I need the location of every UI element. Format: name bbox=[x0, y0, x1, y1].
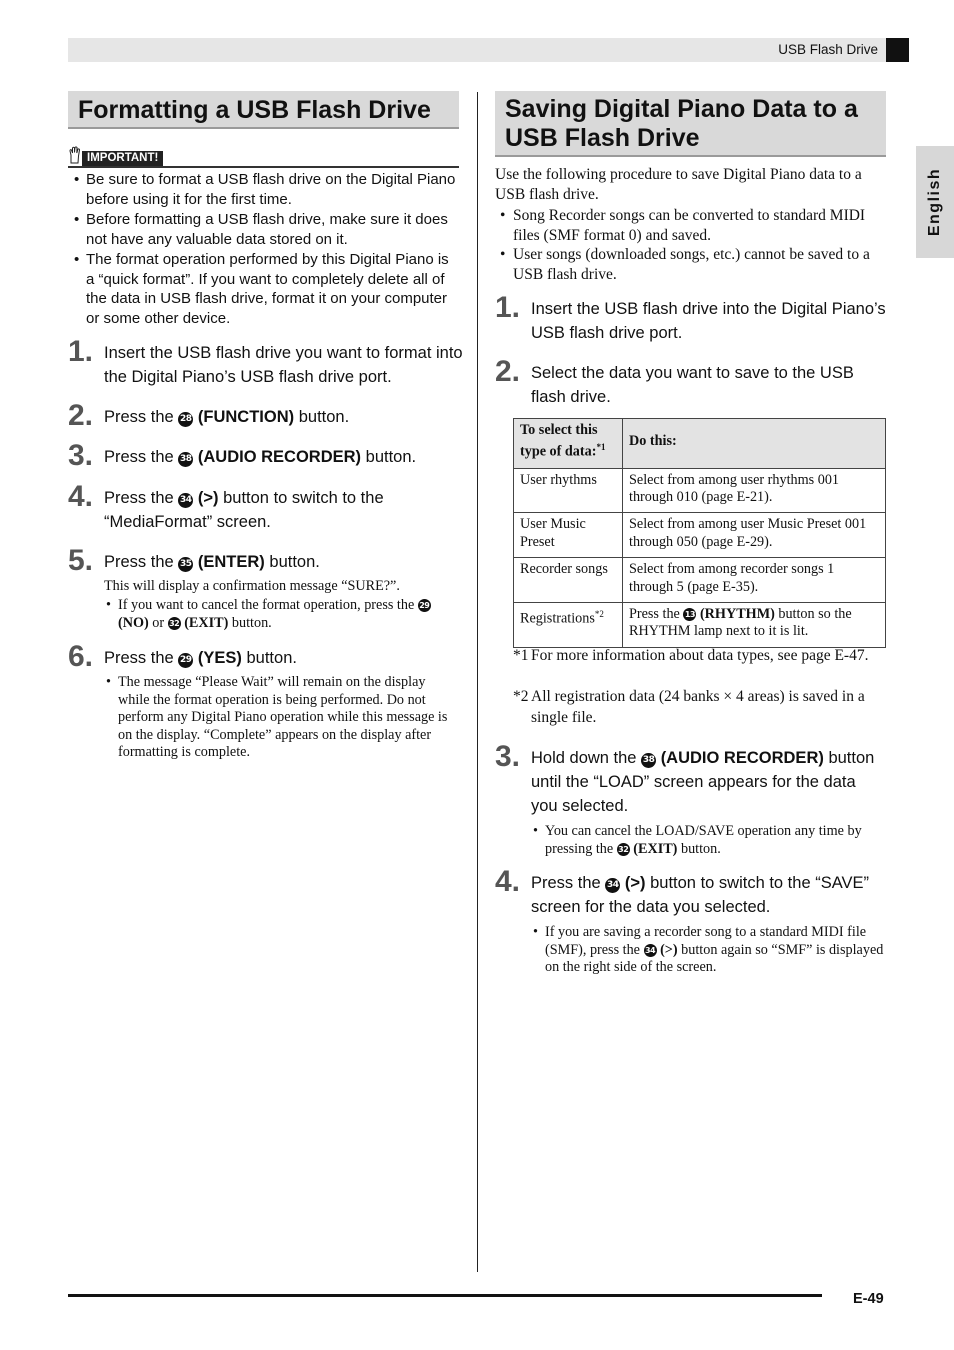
next-button-icon: 34 bbox=[605, 878, 620, 893]
important-item: • The format operation performed by this Digital Piano is a “quick format”. If you want to completely delete all of the data in USB flash drive, format it on your computer or some other device. bbox=[74, 251, 449, 327]
step-text: Press the 34 (>) button to switch to the “SAVE” screen for the data you selected. bbox=[531, 874, 869, 916]
step-number: 5. bbox=[68, 544, 94, 577]
column-divider bbox=[477, 92, 478, 1272]
table-header-row bbox=[514, 419, 886, 469]
step-text: Insert the USB flash drive into the Digital Piano’s USB flash drive port. bbox=[531, 300, 886, 342]
table-cell: Select from among user Music Preset 001 through 050 (page E-29). bbox=[623, 513, 886, 558]
header-black-block bbox=[886, 38, 909, 62]
data-type-table bbox=[513, 418, 886, 648]
intro-bullet: • Song Recorder songs can be converted to standard MIDI files (SMF format 0) and saved. bbox=[500, 207, 866, 244]
next-button-icon: 34 bbox=[644, 945, 656, 955]
table-cell: User Music Preset bbox=[514, 513, 623, 558]
important-label: IMPORTANT! bbox=[82, 151, 163, 166]
section-title-formatting: Formatting a USB Flash Drive bbox=[68, 91, 459, 129]
step-sub-bullet: • If you want to cancel the format operation, press the 29 (NO) or 32 (EXIT) button. bbox=[106, 597, 430, 631]
section-title-saving: Saving Digital Piano Data to a USB Flash Drive bbox=[495, 91, 886, 157]
page-number: E-49 bbox=[853, 1291, 884, 1307]
table-cell: Select from among recorder songs 1 through 5 (page E-35). bbox=[623, 558, 886, 603]
step-note: This will display a confirmation message “SURE?”. bbox=[104, 578, 400, 594]
step-sub-bullet: • You can cancel the LOAD/SAVE operation any time by pressing the 32 (EXIT) button. bbox=[533, 823, 862, 857]
function-button-icon: 28 bbox=[178, 412, 193, 427]
table-row bbox=[514, 513, 886, 558]
table-cell: Press the 13 (RHYTHM) button so the RHYTHM lamp next to it is lit. bbox=[623, 602, 886, 647]
step-number: 1. bbox=[68, 335, 94, 368]
table-row bbox=[514, 602, 886, 647]
table-cell: Registrations$^{*2}$ bbox=[514, 602, 623, 647]
step-text: Press the 34 (>) button to switch to the “MediaFormat” screen. bbox=[104, 489, 384, 531]
header-bar bbox=[68, 38, 886, 62]
step-number: 4. bbox=[68, 480, 94, 513]
rhythm-button-icon: 13 bbox=[684, 609, 695, 619]
step-number: 4. bbox=[495, 865, 521, 898]
language-label: English bbox=[926, 167, 943, 237]
important-banner bbox=[68, 146, 459, 168]
header-section-title: USB Flash Drive bbox=[778, 42, 878, 57]
language-side-tab bbox=[916, 146, 954, 258]
step-text: Hold down the 38 (AUDIO RECORDER) button until the “LOAD” screen appears for the data you selected. bbox=[531, 749, 875, 815]
step-number: 6. bbox=[68, 640, 94, 673]
footnote: *2 All registration data (24 banks × 4 areas) is saved in a single file. bbox=[513, 688, 865, 726]
no-button-icon: 29 bbox=[419, 601, 430, 610]
table-header-cell: To select this type of data:$^{*1}$ bbox=[514, 419, 623, 469]
table-header-cell: Do this: bbox=[623, 419, 886, 469]
footnote: *1 For more information about data types, see page E-47. bbox=[513, 647, 869, 664]
step-sub-bullet: • If you are saving a recorder song to a standard MIDI file (SMF), press the 34 (>) button again so “SMF” is displayed on the right side of the screen. bbox=[533, 924, 884, 976]
table-row bbox=[514, 558, 886, 603]
table-row bbox=[514, 468, 886, 513]
important-item: • Before formatting a USB flash drive, make sure it does not have any valuable data stored on it. bbox=[74, 211, 448, 248]
audio-recorder-button-icon: 38 bbox=[178, 452, 193, 467]
audio-recorder-button-icon: 38 bbox=[641, 753, 656, 768]
step-text: Press the 28 (FUNCTION) button. bbox=[104, 408, 350, 426]
step-text: Press the 38 (AUDIO RECORDER) button. bbox=[104, 448, 417, 466]
step-text: Insert the USB flash drive you want to format into the Digital Piano’s USB flash drive port. bbox=[104, 344, 463, 386]
table-cell: Recorder songs bbox=[514, 558, 623, 603]
intro-text: Use the following procedure to save Digital Piano data to a USB flash drive. bbox=[495, 166, 862, 203]
step-number: 1. bbox=[495, 291, 521, 324]
yes-button-icon: 29 bbox=[178, 653, 193, 668]
footer-rule bbox=[68, 1294, 822, 1297]
intro-bullet: • User songs (downloaded songs, etc.) cannot be saved to a USB flash drive. bbox=[500, 246, 870, 283]
table-cell: User rhythms bbox=[514, 468, 623, 513]
step-number: 3. bbox=[68, 439, 94, 472]
important-item: • Be sure to format a USB flash drive on the Digital Piano before using it for the first time. bbox=[74, 171, 456, 208]
step-text: Press the 29 (YES) button. bbox=[104, 649, 297, 667]
exit-button-icon: 32 bbox=[169, 618, 180, 628]
step-number: 2. bbox=[495, 355, 521, 388]
step-sub-bullet: • The message “Please Wait” will remain on the display while the format operation is being performed. Do not perform any Digital Piano operation while this message is on the display. “Complete” appears on the display after formatting is complete. bbox=[106, 674, 448, 761]
step-number: 3. bbox=[495, 740, 521, 773]
warning-hand-icon bbox=[68, 146, 82, 164]
exit-button-icon: 32 bbox=[618, 844, 629, 854]
enter-button-icon: 35 bbox=[178, 557, 193, 572]
step-number: 2. bbox=[68, 399, 94, 432]
table-cell: Select from among user rhythms 001 through 010 (page E-21). bbox=[623, 468, 886, 513]
step-text: Select the data you want to save to the USB flash drive. bbox=[531, 364, 854, 406]
next-button-icon: 34 bbox=[178, 493, 193, 508]
step-text: Press the 35 (ENTER) button. bbox=[104, 553, 320, 571]
